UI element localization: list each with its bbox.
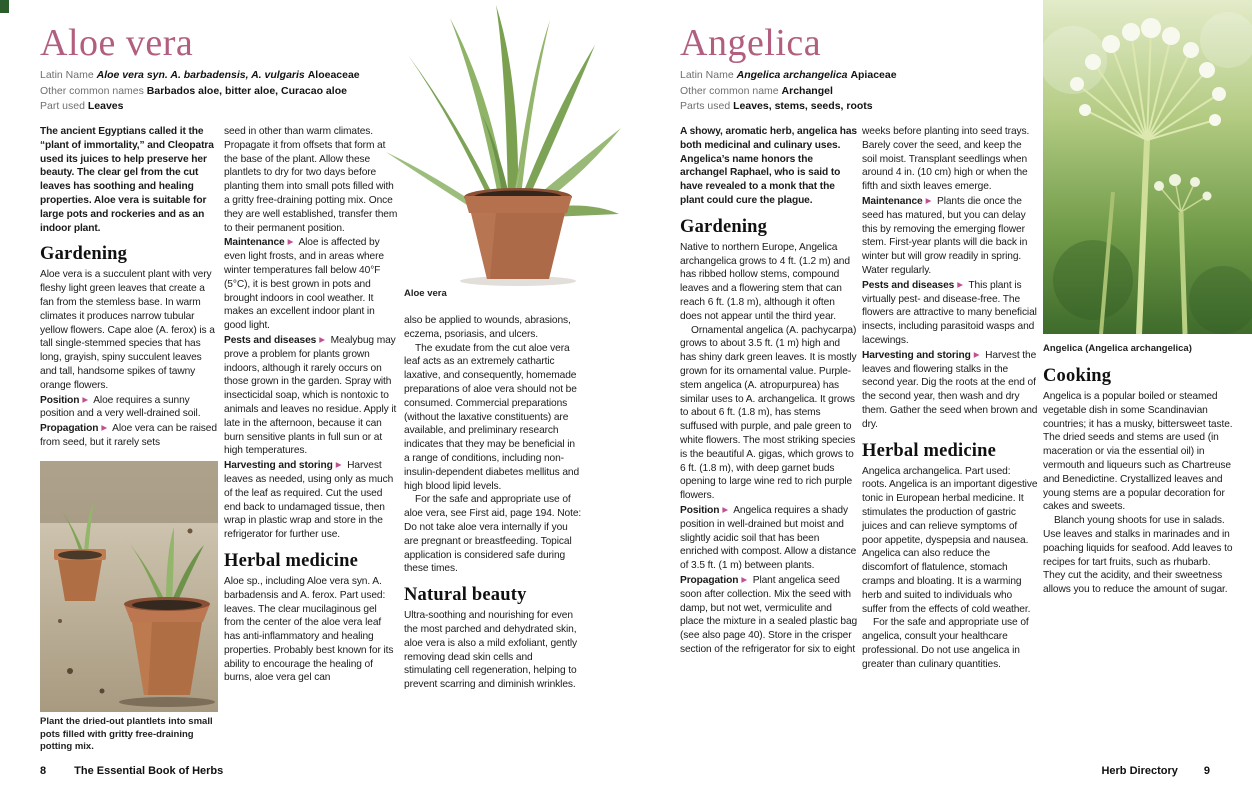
aloe-column-2 [224, 125, 399, 685]
subhead-label: Position [680, 504, 720, 516]
subhead-label: Harvesting and storing [224, 460, 333, 472]
paragraph: Angelica is a popular boiled or steamed vegetable dish in some Scandinavian countries; it has a musky, bittersweet taste. The dried seeds and stems are used (in maceration or via the essential oil) in vermouth and liqueurs such as Chartreuse and Benedictine. Crystallized leaves and young stems are a popular decoration for cakes and sweets. [1043, 391, 1233, 513]
subhead-label: Harvesting and storing [862, 349, 971, 361]
subhead-paragraph: Position ▶ Angelica requires a shady position in well-drained but moist and slightly acidic soil that has been enriched with compost. Allow a distance of 3.5 ft. (1 m) between plants. [680, 504, 857, 572]
aloe-latin-name-block [40, 69, 640, 113]
section-heading: Herbal medicine [224, 550, 359, 571]
paragraph: For the safe and appropriate use of aloe vera, see First aid, page 194. Note: Do not take aloe vera internally if you are pregnant or breastfeeding. Topical application is considered safe during these times. [404, 494, 582, 575]
angelica-photo-caption: Angelica (Angelica archangelica) [1043, 343, 1192, 354]
paragraph: For the safe and appropriate use of angelica, consult your healthcare professional. Do not use angelica in greater than culinary quantities. [862, 617, 1029, 670]
subhead-label: Propagation [680, 574, 739, 586]
subhead-label: Pests and diseases [224, 334, 317, 346]
aloe-photo-caption: Aloe vera [404, 288, 447, 299]
latin-name-row [40, 69, 640, 82]
paragraph: Aloe sp., including Aloe vera syn. A. barbadensis and A. ferox. Part used: leaves. The clear mucilaginous gel from the center of the aloe vera leaf has anti-inflammatory and healing properties. Probably best known for its ability to encourage the healing of burns, aloe vera gel can [224, 575, 394, 684]
angelica-latin-name-block [680, 69, 1252, 113]
subhead-label: Position [40, 394, 80, 406]
corner-mark [0, 0, 9, 13]
aloe-column-3 [404, 314, 582, 692]
subhead-label: Propagation [40, 423, 99, 435]
meta-label: Other common name [680, 84, 779, 97]
angelica-header [680, 22, 1252, 116]
meta-value: Barbados aloe, bitter aloe, Curacao aloe [146, 84, 347, 97]
meta-label: Parts used [680, 100, 731, 112]
part-used-row [40, 100, 640, 113]
subhead-paragraph: Propagation ▶ Plant angelica seed soon after collection. Mix the seed with damp, but not wet, vermiculite and place the mixture in a sealed plastic bag (see also page 40). Store in the crisper section of the refrigerator for six to eight [680, 574, 858, 655]
subhead-paragraph: Pests and diseases ▶ This plant is virtually pest- and disease-free. The flowers are attractive to many beneficial insects, including parasitoid wasps and lacewings. [862, 279, 1037, 346]
triangle-bullet-icon: ▶ [741, 574, 748, 584]
meta-family: Aloeaceae [307, 69, 360, 81]
page-number-left: 8 [40, 765, 47, 777]
section-heading: Natural beauty [404, 585, 527, 606]
footer-left [40, 765, 223, 777]
subhead-paragraph: Harvesting and storing ▶ Harvest the leaves and flowering stalks in the second year. Dig the roots at the end of the second year, then wash and dry them. Gather the seed when brown and dry. [862, 349, 1038, 430]
triangle-bullet-icon: ▶ [722, 504, 729, 514]
paragraph: Angelica archangelica. Part used: roots. Angelica is an important digestive tonic in European herbal medicine. It stimulates the production of gastric juices and can relieve symptoms of poor appetite, dyspepsia and nausea. Angelica can also reduce the discomfort of flatulence, stomach cramps and bloating. It is a warming herb and suited to individuals who suffer from the effects of cold weather. [862, 465, 1038, 615]
page-title-angelica: Angelica [680, 22, 822, 64]
subhead-paragraph: Pests and diseases ▶ Mealybug may prove a problem for plants grown indoors, although it rarely occurs on those grown in the garden. Spray with insecticidal soap, which is nontoxic to animals and leaves no residue. Apply it late in the afternoon, because it can burn sensitive plants in full sun or at high temperatures. [224, 334, 397, 457]
paragraph: Blanch young shoots for use in salads. Use leaves and stalks in marinades and in poaching liquids for seafood. Add leaves to recipes for tart fruits, such as rhubarb. They cut the acidity, and their sweetness allows you to reduce the amount of sugar. [1043, 515, 1233, 596]
triangle-bullet-icon: ▶ [101, 423, 108, 433]
triangle-bullet-icon: ▶ [82, 394, 89, 404]
paragraph: Native to northern Europe, Angelica archangelica grows to 4 ft. (1.2 m) and has ribbed hollow stems, compound leaves and a flowering stem that can reach 6 ft. (1.8 m), although it often does not appear until the third year. [680, 241, 850, 322]
meta-value: Archangel [781, 84, 833, 97]
parts-used-row [680, 100, 1252, 113]
meta-value: Leaves [87, 100, 124, 112]
triangle-bullet-icon: ▶ [973, 349, 980, 359]
plantlets-photo-caption: Plant the dried-out plantlets into small pots filled with gritty free-draining potting mix. [40, 716, 213, 752]
aloe-header [40, 22, 640, 116]
subhead-paragraph: Position ▶ Aloe requires a sunny position and a very well-drained soil. [40, 394, 201, 420]
common-names-row [40, 85, 640, 98]
book-title-footer: The Essential Book of Herbs [74, 765, 224, 777]
plantlets-photo [40, 461, 218, 712]
angelica-column-2 [862, 125, 1038, 671]
meta-label: Latin Name [40, 69, 94, 81]
paragraph: also be applied to wounds, abrasions, eczema, psoriasis, and ulcers. [404, 315, 571, 340]
paragraph: weeks before planting into seed trays. Barely cover the seed, and keep the soil moist. Transplant seedlings when around 4 in. (10 cm) high or when the fifth and sixth leaves emerge. [862, 126, 1030, 193]
section-heading: Herbal medicine [862, 440, 997, 461]
plantlets-illustration [40, 461, 218, 712]
section-heading: Gardening [40, 244, 128, 265]
subhead-label: Maintenance [224, 237, 285, 249]
footer-right [1101, 765, 1210, 777]
aloe-column-1 [40, 125, 218, 450]
subhead-label: Pests and diseases [862, 279, 955, 291]
subhead-paragraph: Maintenance ▶ Plants die once the seed has matured, but you can delay this by removing the emerging flower stem. First-year plants will die back in winter but will grow readily in spring. Water regularly. [862, 195, 1028, 276]
angelica-column-3 [1043, 366, 1235, 597]
subhead-paragraph: Propagation ▶ Aloe vera can be raised from seed, but it rarely sets [40, 423, 217, 448]
lead-paragraph: A showy, aromatic herb, angelica has both medicinal and culinary uses. Angelica’s name honors the archangel Raphael, who is said to have revealed to a monk that the plant could cure the plague. [680, 126, 858, 206]
common-name-row [680, 85, 1252, 98]
page-number-right: 9 [1203, 765, 1210, 777]
meta-label: Latin Name [680, 69, 734, 81]
meta-latin-name: Angelica archangelica [736, 69, 848, 81]
paragraph: The exudate from the cut aloe vera leaf acts as an extremely cathartic laxative, and consequently, homemade preparations of aloe vera should not be consumed. Commercial preparations (without the laxative constituents) are available, and preliminary research indicates that they may be beneficial in a range of conditions, including non-insulin-dependent diabetes mellitus and high blood lipid levels. [404, 342, 580, 492]
triangle-bullet-icon: ▶ [335, 460, 342, 470]
section-heading: Gardening [680, 216, 768, 237]
triangle-bullet-icon: ▶ [957, 279, 963, 289]
subhead-paragraph: Harvesting and storing ▶ Harvest leaves as needed, using only as much of the leaf as required. Cut the used end back to undamaged tissue, then wrap in plastic wrap and store in the refrigerator for further use. [224, 460, 394, 541]
angelica-column-1 [680, 125, 858, 657]
subhead-label: Maintenance [862, 195, 923, 207]
latin-name-row [680, 69, 1252, 82]
meta-label: Part used [40, 100, 85, 112]
triangle-bullet-icon: ▶ [319, 334, 325, 344]
paragraph: Aloe vera is a succulent plant with very fleshy light green leaves that create a fan from the stemless base. In warm climates it produces narrow tubular yellow flowers. Cape aloe (A. ferox) is a tall single-stemmed species that has long, grayish, spiny succulent leaves and tall, handsome spikes of tawny orange flowers. [40, 269, 215, 391]
lead-paragraph: The ancient Egyptians called it the “plant of immortality,” and Cleopatra used its juices to help preserve her beauty. The clear gel from the cut leaves has soothing and healing properties. Aloe vera is suitable for large pots and rockeries and as an indoor plant. [40, 126, 214, 234]
section-heading: Cooking [1043, 366, 1112, 386]
paragraph: seed in other than warm climates. Propagate it from offsets that form at the base of the plant. Allow these plantlets to dry for two days before planting them into small pots filled with a gritty free-draining potting mix. Once they are well established, transfer them to their permanent position. [224, 126, 398, 234]
subhead-paragraph: Maintenance ▶ Aloe is affected by even light frosts, and in areas where winter temperatures fall below 40°F (5°C), it is best grown in pots and brought indoors in cool weather. It makes an excellent indoor plant in good light. [224, 237, 384, 332]
paragraph: Ornamental angelica (A. pachycarpa) grows to about 3.5 ft. (1 m) high and has shiny dark green leaves. It is mostly grown for its ornamental value. Purple-stem angelica (A. atropurpurea) has similar uses to A. archangelica. It grows to about 6 ft. (1.8 m), has stems suffused with purple, and pale green to white flowers. The most striking species is the beautiful A. gigas, which grows to 6 ft. (1.8 m), with deep garnet buds opening to large wine red to rich purple flowers. [680, 324, 857, 502]
triangle-bullet-icon: ▶ [925, 195, 932, 205]
triangle-bullet-icon: ▶ [287, 237, 294, 247]
section-title-footer: Herb Directory [1101, 765, 1178, 777]
paragraph: Ultra-soothing and nourishing for even the most parched and dehydrated skin, aloe vera is also a mild exfoliant, gently removing dead skin cells and stimulating cell regeneration, helping to prevent scarring and diminish wrinkles. [404, 610, 578, 691]
page-title-aloe: Aloe vera [40, 22, 194, 64]
meta-latin-name: Aloe vera syn. A. barbadensis, A. vulgaris [96, 69, 305, 81]
meta-family: Apiaceae [850, 69, 897, 81]
meta-label: Other common names [40, 84, 144, 97]
meta-value: Leaves, stems, seeds, roots [733, 100, 873, 112]
